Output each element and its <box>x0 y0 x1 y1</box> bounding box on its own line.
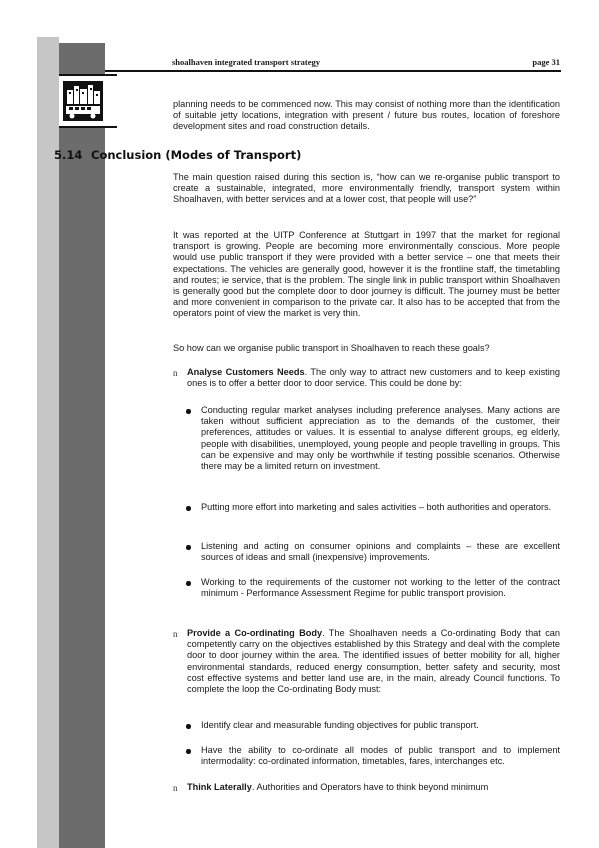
sub-item: Identify clear and measurable funding objectives for public transport. <box>201 720 479 730</box>
sub-item: Working to the requirements of the customer not working to the letter of the contract minimum - Performance Assessment Regime for public transport provision. <box>201 577 560 599</box>
list-item-text: . The only way to attract new customers and to keep existing ones is to offer a better door to door service. This could be done by: <box>187 367 560 389</box>
paragraph-goals: So how can we organise public transport in Shoalhaven to reach these goals? <box>173 343 490 353</box>
bullet-dot <box>186 409 191 414</box>
bullet-dot <box>186 749 191 754</box>
page-header <box>172 57 560 70</box>
document-title: shoalhaven integrated transport strategy <box>172 57 321 67</box>
sub-item: Have the ability to co-ordinate all modes of public transport and to implement intermodality: co-ordinated information, timetables, fares, interchanges etc. <box>201 745 560 767</box>
sub-item: Putting more effort into marketing and sales activities – both authorities and operators. <box>201 502 552 512</box>
bullet-marker: n <box>173 368 178 378</box>
section-title: Conclusion (Modes of Transport) <box>91 148 302 162</box>
transport-logo-icon <box>63 81 103 121</box>
bullet-marker: n <box>173 629 178 639</box>
logo <box>59 74 117 128</box>
paragraph-uitp: It was reported at the UITP Conference at Stuttgart in 1997 that the market for regional transport is growing. People are becoming more environmentally conscious. More people would use public transport if they were provided with a better service – one that meets their expectations. The vehicles are generally good, however it is the frontline staff, the timetabling and routes; ie service, that is the problem. The single link in public transport within Shoalhaven is generally good but the complete door to door journey is difficult. The journey must be better and more convenient in comparison to the private car. It also has to be accepted that from the operators point of view the market is very thin. <box>173 230 560 319</box>
sub-item: Conducting regular market analyses including preference analyses. Many actions are taken without sufficient appreciation as to the demands of the customer, their preferences, attitudes or values. It is essential to analyse different groups, eg elderly, people with disabilities, unemployed, young people and people travelling in groups. This can be expensive and may only be worthwhile if testing possible scenarios. Otherwise there may be a limited return on investment. <box>201 405 560 472</box>
list-item-text: . Authorities and Operators have to think beyond minimum <box>251 782 489 792</box>
bullet-marker: n <box>173 783 178 793</box>
list-item-heading: Think Laterally <box>187 782 252 792</box>
sub-item: Listening and acting on consumer opinions and complaints – these are excellent sources of ideas and small (inexpensive) improvements. <box>201 541 560 563</box>
page-number: page 31 <box>532 57 560 67</box>
list-item-analyse <box>187 367 560 389</box>
intro-paragraph: planning needs to be commenced now. This may consist of nothing more than the identification of suitable jetty locations, integration with present / future bus routes, location of foreshore development sites and road construction details. <box>173 99 560 132</box>
bullet-dot <box>186 581 191 586</box>
list-item-heading: Analyse Customers Needs <box>187 367 305 377</box>
bullet-dot <box>186 724 191 729</box>
list-item-coordinating-body <box>187 628 560 695</box>
paragraph-question: The main question raised during this section is, “how can we re-organise public transport to create a sustainable, integrated, more environmentally friendly, transport system within Shoalhaven, with better services and at a lower cost, that people will use?” <box>173 172 560 205</box>
section-number: 5.14 <box>54 148 83 162</box>
list-item-heading: Provide a Co-ordinating Body <box>187 628 323 638</box>
bullet-dot <box>186 545 191 550</box>
section-heading <box>54 148 301 162</box>
list-item-think-laterally <box>187 782 560 793</box>
header-rule <box>105 70 561 72</box>
list-item-text: . The Shoalhaven needs a Co-ordinating Body that can competently carry on the objectives established by this Strategy and deal with the complete door to door journey within the area. The identified issues of better mobility for all, higher environmental standards, reduced energy consumption, better safety and security, most cost effective systems and better land use are, in the main, already Council functions. To complete the loop the Co-ordinating Body must: <box>187 628 561 695</box>
margin-bar-dark <box>59 43 105 848</box>
bullet-dot <box>186 506 191 511</box>
